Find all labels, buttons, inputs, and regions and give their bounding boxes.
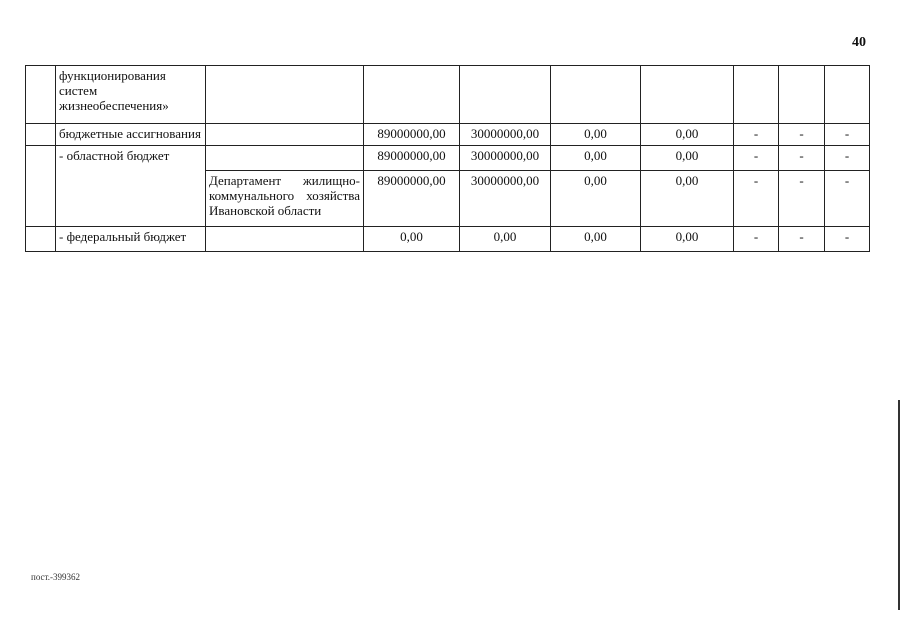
index-cell (26, 124, 56, 146)
value-cell: 0,00 (641, 124, 734, 146)
value-cell: 0,00 (551, 227, 641, 252)
dash-cell: - (734, 146, 779, 171)
value-cell: 0,00 (551, 171, 641, 227)
value-cell: 89000000,00 (364, 171, 460, 227)
value-cell: 0,00 (551, 146, 641, 171)
dash-cell: - (779, 227, 825, 252)
value-cell: 89000000,00 (364, 124, 460, 146)
dash-cell: - (825, 124, 870, 146)
value-cell: 0,00 (641, 146, 734, 171)
executor-cell (206, 146, 364, 171)
value-cell (460, 66, 551, 124)
dash-cell (779, 66, 825, 124)
page-number: 40 (852, 35, 866, 50)
value-cell: 0,00 (364, 227, 460, 252)
dash-cell: - (779, 146, 825, 171)
dash-cell: - (779, 171, 825, 227)
index-cell (26, 227, 56, 252)
table-row (26, 124, 870, 146)
value-cell: 0,00 (460, 227, 551, 252)
table-row (26, 66, 870, 124)
executor-cell (206, 227, 364, 252)
value-cell: 30000000,00 (460, 146, 551, 171)
dash-cell (825, 66, 870, 124)
dash-cell: - (825, 171, 870, 227)
value-cell (641, 66, 734, 124)
scan-edge-line (898, 400, 900, 610)
dash-cell (734, 66, 779, 124)
row-name-cell: функционирования систем жизнеобеспечения» (56, 66, 206, 124)
value-cell: 0,00 (641, 171, 734, 227)
table-row (26, 227, 870, 252)
dash-cell: - (779, 124, 825, 146)
index-cell (26, 66, 56, 124)
value-cell: 0,00 (551, 124, 641, 146)
index-cell (26, 146, 56, 227)
dash-cell: - (825, 146, 870, 171)
executor-cell (206, 124, 364, 146)
value-cell: 89000000,00 (364, 146, 460, 171)
value-cell (551, 66, 641, 124)
dash-cell: - (734, 227, 779, 252)
executor-cell (206, 66, 364, 124)
value-cell: 30000000,00 (460, 124, 551, 146)
value-cell (364, 66, 460, 124)
row-name-cell: - федеральный бюджет (56, 227, 206, 252)
table-row (26, 146, 870, 171)
row-name-cell: бюджетные ассигнования (56, 124, 206, 146)
dash-cell: - (825, 227, 870, 252)
budget-table (25, 65, 870, 252)
value-cell: 0,00 (641, 227, 734, 252)
document-reference: пост.-399362 (31, 572, 81, 582)
dash-cell: - (734, 124, 779, 146)
dash-cell: - (734, 171, 779, 227)
row-name-cell: - областной бюджет (56, 146, 206, 227)
executor-cell: Департамент жилищно-коммунального хозяйства Ивановской области (206, 171, 364, 227)
value-cell: 30000000,00 (460, 171, 551, 227)
